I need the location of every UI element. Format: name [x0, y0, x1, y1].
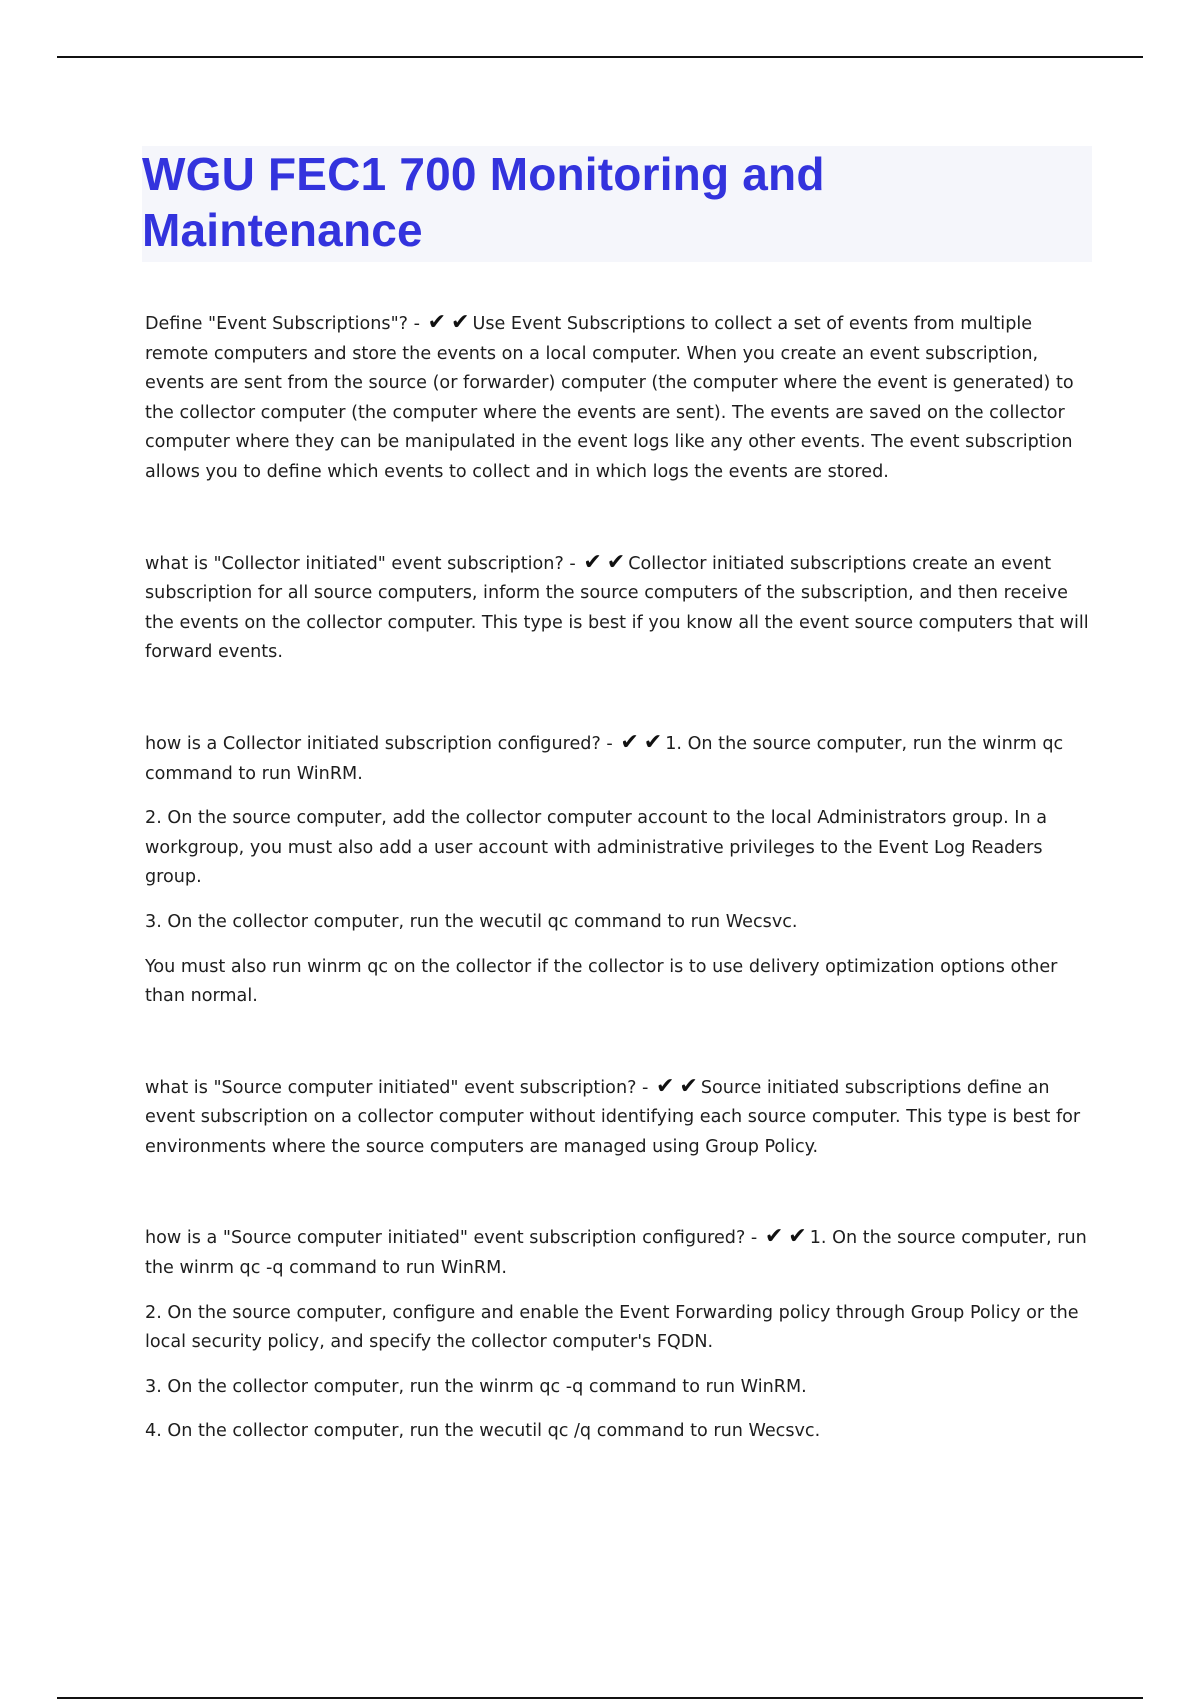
check-icon: ✔: [655, 1073, 675, 1099]
top-rule: [57, 56, 1143, 58]
bottom-rule: [57, 1697, 1143, 1699]
document-title: WGU FEC1 700 Monitoring and Maintenance: [142, 148, 825, 256]
document-content: [142, 146, 1095, 1462]
answer-step: 4. On the collector computer, run the wecutil qc /q command to run Wecsvc.: [145, 1421, 821, 1442]
check-icon: ✔: [764, 1224, 784, 1250]
qa-item-4: [145, 1074, 1095, 1163]
answer-step: 2. On the source computer, configure and enable the Event Forwarding policy through Group Policy or the local security policy, and specify the collector computer's FQDN.: [145, 1302, 1079, 1353]
question-text: what is "Collector initiated" event subscription? -: [145, 553, 576, 574]
qa-item-3: [145, 730, 1095, 1012]
qa-paragraph: [145, 1074, 1095, 1163]
answer-text: Source initiated subscriptions define an event subscription on a collector computer without identifying each source computer. This type is best for environments where the source computers are managed using Group Policy.: [145, 1077, 1081, 1157]
question-text: how is a Collector initiated subscription configured? -: [145, 733, 613, 754]
check-icon: ✔: [583, 549, 602, 575]
check-icon: ✔: [427, 310, 446, 335]
qa-paragraph: [145, 1224, 1095, 1283]
title-banner: [142, 146, 1092, 262]
check-icon: ✔: [643, 729, 663, 755]
question-text: how is a "Source computer initiated" event subscription configured? -: [145, 1228, 758, 1249]
answer-step: 2. On the source computer, add the collector computer account to the local Administrators group. In a workgroup, you must also add a user account with administrative privileges to the Event Log Readers group.: [145, 808, 1047, 888]
question-text: Define "Event Subscriptions"? -: [145, 314, 420, 334]
answer-text: Use Event Subscriptions to collect a set of events from multiple remote computers and store the events on a local computer. When you create an event subscription, events are sent from the source (or forwarder) computer (the computer where the event is generated) to the collector computer (the computer where the events are sent). The events are saved on the collector computer where they can be manipulated in the event logs like any other events. The event subscription allows you to define which events to collect and in which logs the events are stored.: [145, 314, 1074, 482]
qa-paragraph: [145, 730, 1095, 789]
qa-item-1: [145, 310, 1095, 488]
check-icon: ✔: [451, 310, 470, 335]
answer-text: Collector initiated subscriptions create an event subscription for all source computers, inform the source computers of the subscription, and then receive the events on the collector computer. This type is best if you know all the event source computers that will forward events.: [145, 553, 1089, 663]
answer-text: 1. On the source computer, run the winrm qc -q command to run WinRM.: [145, 1228, 1087, 1279]
check-icon: ✔: [788, 1224, 807, 1250]
qa-item-5: [145, 1224, 1095, 1447]
answer-note: You must also run winrm qc on the collector if the collector is to use delivery optimization options other than normal.: [145, 956, 1058, 1007]
check-icon: ✔: [606, 549, 626, 575]
answer-step: 3. On the collector computer, run the wecutil qc command to run Wecsvc.: [145, 911, 798, 932]
qa-paragraph: [145, 550, 1095, 668]
check-icon: ✔: [620, 729, 639, 755]
check-icon: ✔: [679, 1073, 698, 1099]
qa-paragraph: [145, 310, 1095, 488]
question-text: what is "Source computer initiated" event subscription? -: [145, 1077, 649, 1098]
answer-text: 1. On the source computer, run the winrm qc command to run WinRM.: [145, 733, 1064, 784]
qa-item-2: [145, 550, 1095, 668]
answer-step: 3. On the collector computer, run the winrm qc -q command to run WinRM.: [145, 1376, 807, 1397]
